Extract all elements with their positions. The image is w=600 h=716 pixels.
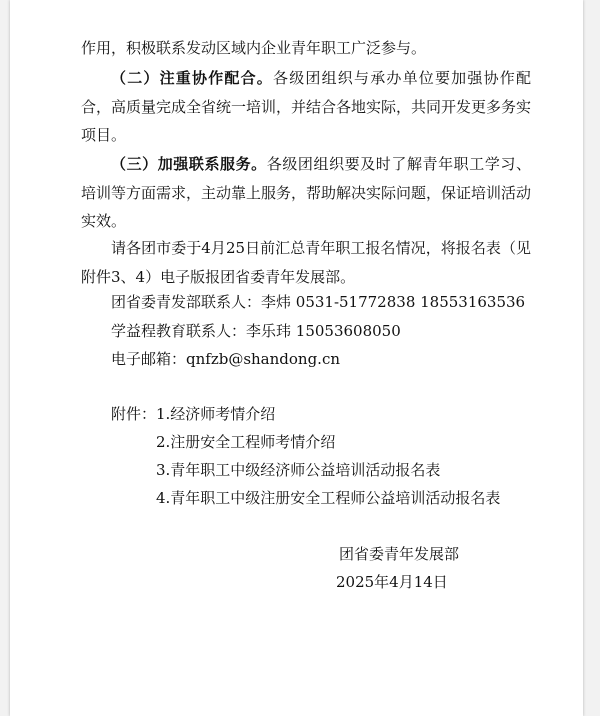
- paragraph-service: [81, 150, 531, 236]
- paragraph-text: 作用，积极联系发动区域内企业青年职工广泛参与。: [81, 39, 427, 57]
- email-line: 电子邮箱：qnfzb@shandong.cn: [111, 350, 341, 368]
- paragraph-text: 请各团市委于4月25日前汇总青年职工报名情况，将报名表（见附件3、4）电子版报团省委青年发展部。: [81, 239, 531, 286]
- paragraph-cooperation: [81, 64, 531, 150]
- attachments-label: 附件：: [111, 405, 157, 423]
- document-page: [10, 0, 583, 716]
- paragraph-text: 各级团组织与承办单位要加强协作配合，高质量完成全省统一培训，并结合各地实际，共同开发更多务实项目。: [81, 69, 532, 144]
- signature-organization: 团省委青年发展部: [339, 545, 460, 563]
- contact-education: 学益程教育联系人：李乐玮 15053608050: [111, 322, 401, 340]
- signature-date: 2025年4月14日: [336, 573, 448, 591]
- paragraph-continuation: [81, 34, 531, 63]
- attachment-item: 2.注册安全工程师考情介绍: [156, 433, 336, 451]
- section-heading: （三）加强联系服务。: [111, 155, 267, 173]
- paragraph-registration: [81, 234, 531, 291]
- attachment-item: 3.青年职工中级经济师公益培训活动报名表: [156, 461, 441, 479]
- attachment-item: 1.经济师考情介绍: [156, 405, 276, 423]
- paragraph-text: 各级团组织要及时了解青年职工学习、培训等方面需求，主动靠上服务，帮助解决实际问题，保证培训活动实效。: [81, 155, 532, 230]
- contact-league: 团省委青发部联系人：李炜 0531-51772838 18553163536: [111, 293, 526, 311]
- section-heading: （二）注重协作配合。: [111, 69, 273, 87]
- attachment-item: 4.青年职工中级注册安全工程师公益培训活动报名表: [156, 489, 501, 507]
